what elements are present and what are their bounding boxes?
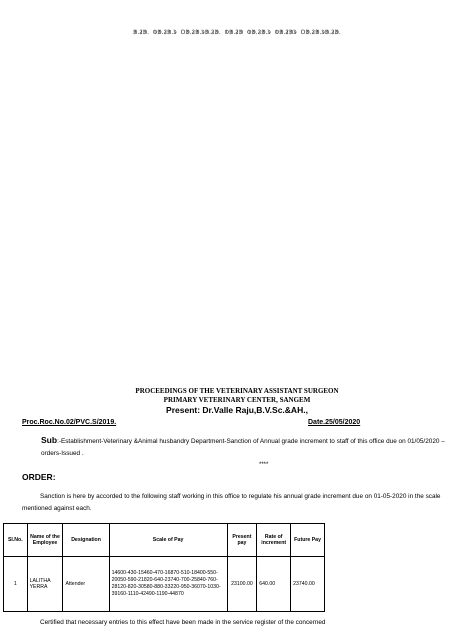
order-paragraph: Sanction is here by accorded to the following staff working in this office to regulate his annual grade increment due on 01-05-2020 in the scale mentioned against each. — [22, 493, 441, 512]
reference-number: Proc.Roc.No.02/PVC.S/2019. — [22, 419, 117, 426]
proceeding-date: Date.25/05/2020 — [308, 419, 361, 426]
proceedings-title: PROCEEDINGS OF THE VETERINARY ASSISTANT SURGEON — [135, 387, 339, 395]
present-officer: Present: Dr.Valle Raju,B.V.Sc.&AH., — [166, 405, 308, 415]
cell-rate-of-increment: 640.00 — [257, 557, 291, 612]
separator-stars: **** — [259, 462, 269, 468]
cell-scale-of-pay: 14600-430-15460-470-16870-510-18400-550-20050-590-21820-640-23740-700-25840-760-28120-820-30580-880-33220-950-36070-1030-39160-1110-42490-1190-44870 — [109, 557, 227, 612]
subject-paragraph — [41, 434, 461, 460]
header-employee-name: Name of the Employee — [27, 524, 63, 557]
table-row — [4, 557, 325, 612]
increment-table — [3, 523, 325, 612]
cell-employee-name: LALITHA YERRA — [27, 557, 63, 612]
header-rate-of-increment: Rate of increment — [257, 524, 291, 557]
table-header-row — [4, 524, 325, 557]
order-heading: ORDER: — [22, 472, 56, 482]
office-name: PRIMARY VETERINARY CENTER, SANGEM — [163, 396, 311, 404]
cell-sl-no: 1 — [4, 557, 28, 612]
header-future-pay: Future Pay — [291, 524, 325, 557]
cell-present-pay: 23100.00 — [227, 557, 257, 612]
subject-text: :-Establishment-Veterinary &Animal husbandry Department-Sanction of Annual grade increment to staff of this office due on 01/05/2020 –orders-Issued . — [41, 438, 445, 457]
cell-designation: Attender — [63, 557, 109, 612]
header-scale-of-pay: Scale of Pay — [109, 524, 227, 557]
header-designation: Designation — [63, 524, 109, 557]
header-script-line: ᱟᱹᱲᱟᱹ ᱵᱟᱹᱲᱟᱹᱨ ᱛᱟᱹᱲᱟᱹᱨᱟᱹᱲᱟᱹ ᱵᱟᱹᱲᱟ ᱵᱟᱹᱲᱟᱹᱨ ᱵᱟᱹᱲᱟᱨ ᱛᱟᱹᱲᱟᱹᱨᱟᱹᱲᱟᱹ — [133, 29, 341, 36]
subject-label: Sub — [41, 435, 58, 445]
header-present-pay: Present pay — [227, 524, 257, 557]
certification-text: Certified that necessary entries to this effect have been made in the service register of the concerned — [40, 619, 326, 626]
cell-future-pay: 23740.00 — [291, 557, 325, 612]
header-sl-no: Sl.No. — [4, 524, 28, 557]
